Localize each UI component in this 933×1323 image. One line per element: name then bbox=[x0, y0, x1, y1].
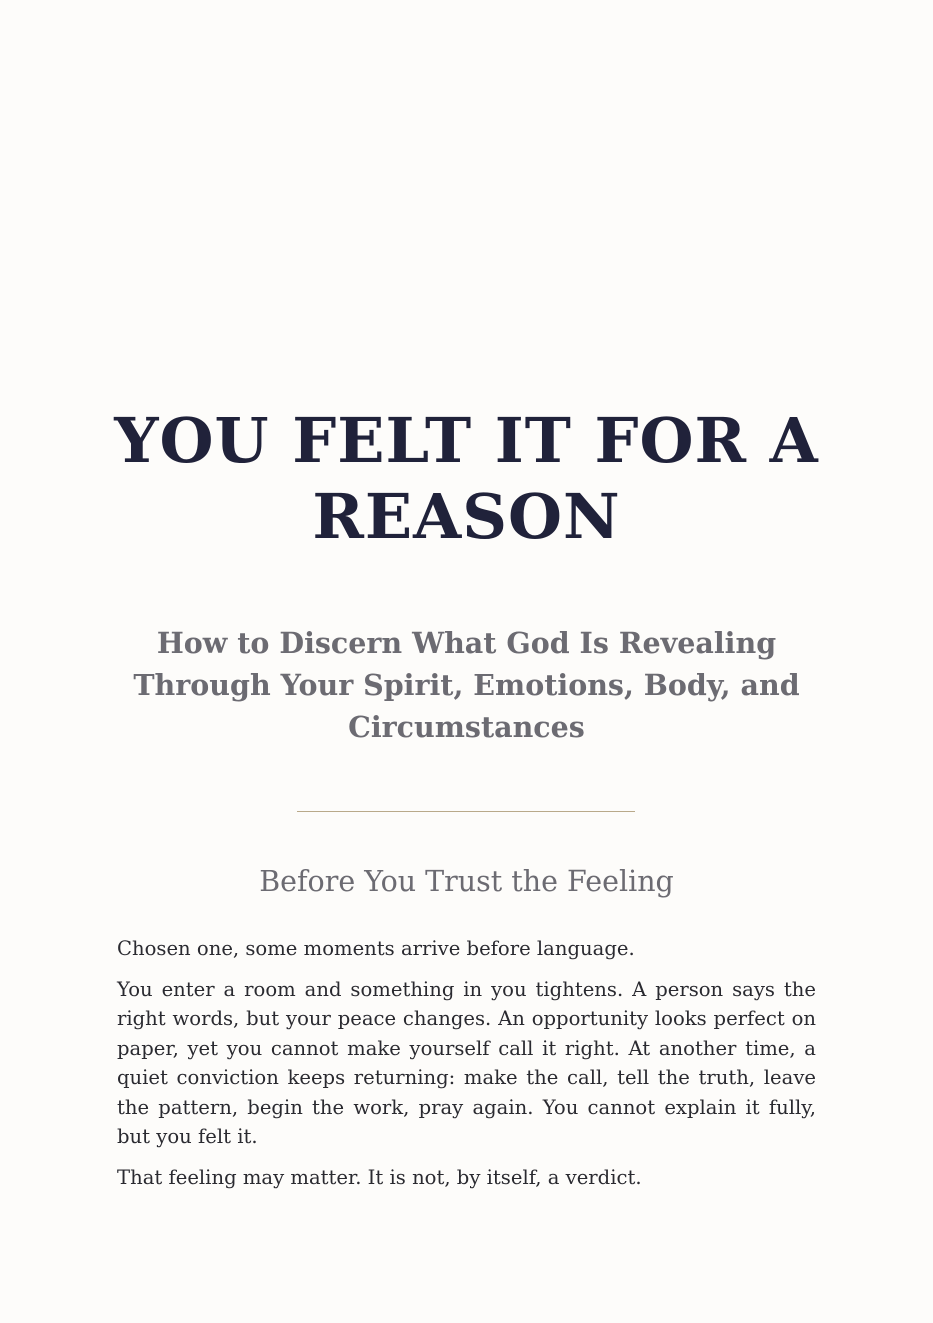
paragraph: Chosen one, some moments arrive before language. bbox=[117, 937, 635, 960]
body-text bbox=[117, 934, 816, 1203]
section-heading: Before You Trust the Feeling bbox=[259, 865, 674, 898]
divider-rule bbox=[297, 811, 635, 812]
document-title: YOU FELT IT FOR A REASON bbox=[114, 404, 819, 553]
paragraph: You enter a room and something in you tightens. A person says the right words, but your peace changes. An opportunity looks perfect on paper, yet you cannot make yourself call it right. At another time, a quiet conviction keeps returning: make the call, tell the truth, leave the pattern, begin the work, pray again. You cannot explain it fully, but you felt it. bbox=[117, 977, 816, 1148]
document-subtitle: How to Discern What God Is Revealing Through Your Spirit, Emotions, Body, and Circumstances bbox=[133, 626, 800, 744]
paragraph: That feeling may matter. It is not, by itself, a verdict. bbox=[117, 1165, 642, 1189]
